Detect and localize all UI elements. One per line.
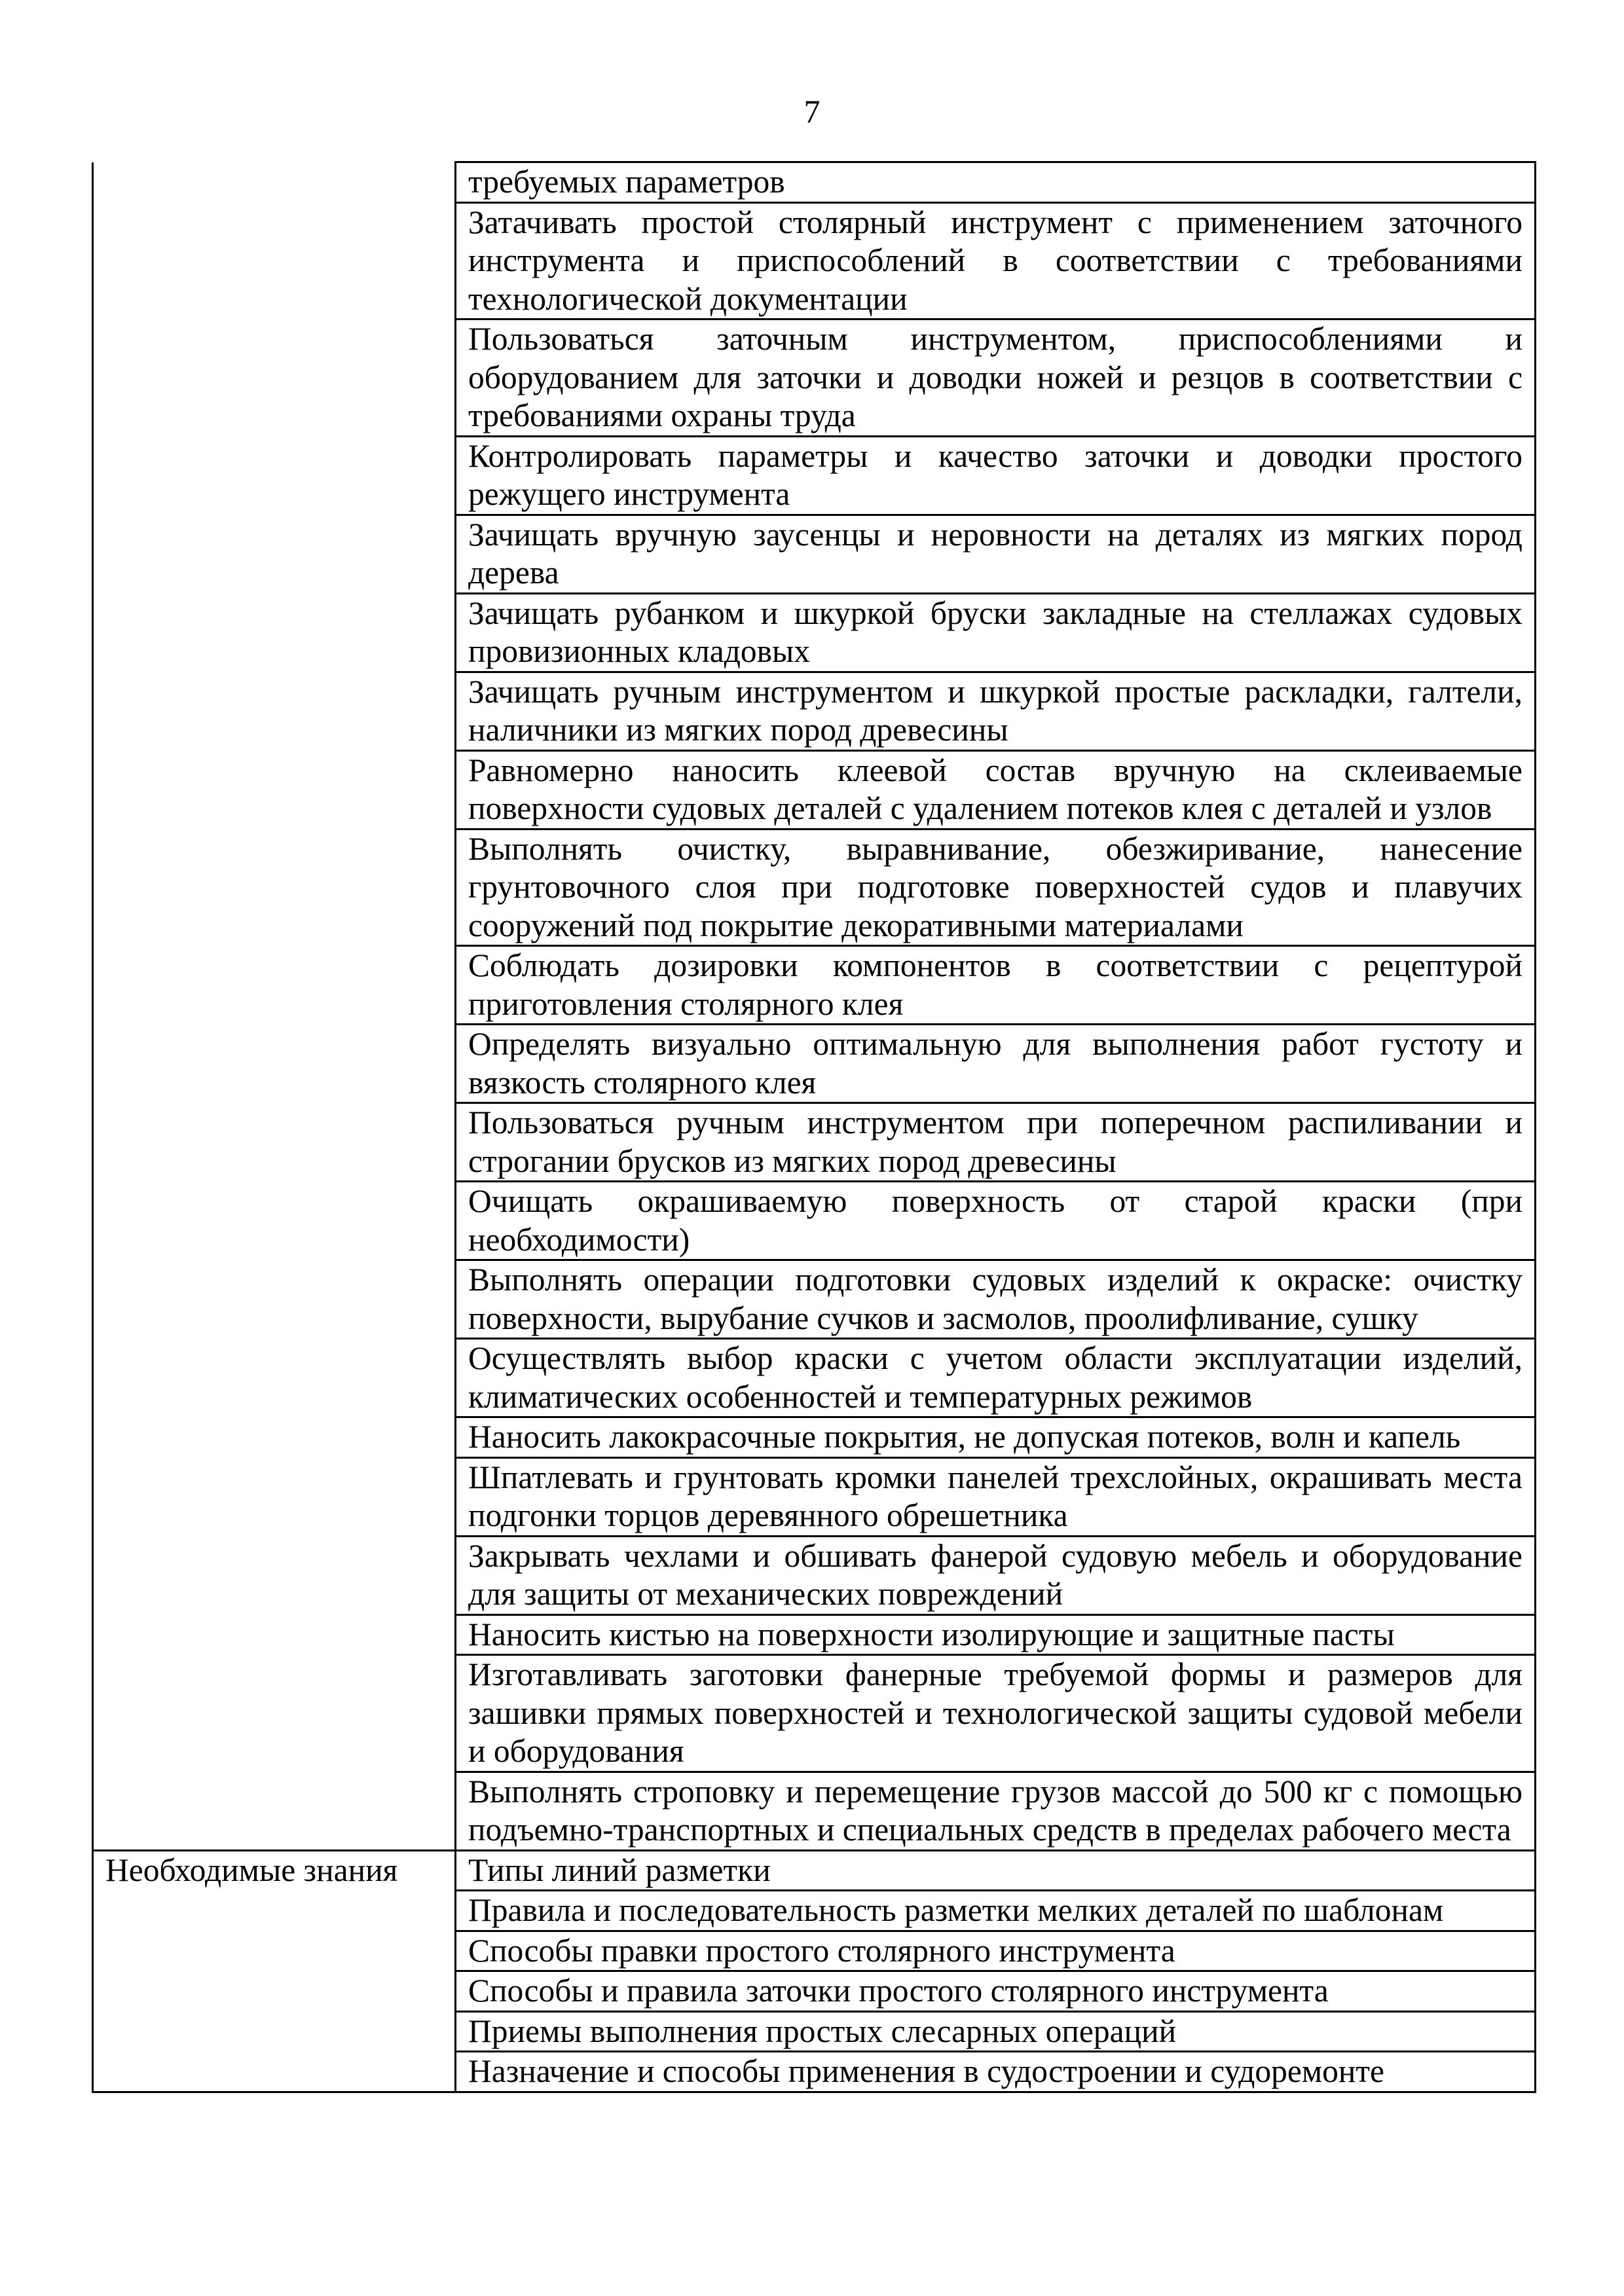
table-cell-text: Изготавливать заготовки фанерные требуемой формы и размеров для зашивки прямых поверхностей и технологической защиты судовой мебели и оборудования	[456, 1655, 1536, 1772]
requirements-table	[92, 161, 1536, 2093]
table-cell-text: Контролировать параметры и качество заточки и доводки простого режущего инструмента	[456, 436, 1536, 515]
table-cell-text: Пользоваться заточным инструментом, приспособлениями и оборудованием для заточки и доводки ножей и резцов в соответствии с требованиями охраны труда	[456, 319, 1536, 437]
table-cell-text: Способы и правила заточки простого столярного инструмента	[456, 1971, 1536, 2012]
table-row-knowledge	[93, 1850, 1536, 1891]
table-cell-text: Назначение и способы применения в судостроении и судоремонте	[456, 2052, 1536, 2092]
table-cell-text: Равномерно наносить клеевой состав вручную на склеиваемые поверхности судовых деталей с удалением потеков клея с деталей и узлов	[456, 750, 1536, 829]
table-cell-text: Определять визуально оптимальную для выполнения работ густоту и вязкость столярного клея	[456, 1025, 1536, 1103]
table-cell-text: Зачищать рубанком и шкуркой бруски закладные на стеллажах судовых провизионных кладовых	[456, 593, 1536, 672]
table-cell-text: Выполнять очистку, выравнивание, обезжиривание, нанесение грунтовочного слоя при подготовке поверхностей судов и плавучих сооружений под покрытие декоративными материалами	[456, 829, 1536, 946]
table-cell-text: Пользоваться ручным инструментом при поперечном распиливании и строгании брусков из мягких пород древесины	[456, 1103, 1536, 1182]
table-cell-text: Затачивать простой столярный инструмент с применением заточного инструмента и приспособлений в соответствии с требованиями технологической документации	[456, 202, 1536, 319]
table-cell-text: Выполнять операции подготовки судовых изделий к окраске: очистку поверхности, вырубание сучков и засмолов, проолифливание, сушку	[456, 1260, 1536, 1339]
table-row-skill	[93, 162, 1536, 203]
table-cell-text: Способы правки простого столярного инструмента	[456, 1931, 1536, 1971]
section-label: Необходимые знания	[93, 1850, 456, 2092]
table-cell-text: Наносить лакокрасочные покрытия, не допуская потеков, волн и капель	[456, 1417, 1536, 1458]
table-cell-text: Выполнять строповку и перемещение грузов массой до 500 кг с помощью подъемно-транспортных и специальных средств в пределах рабочего места	[456, 1772, 1536, 1850]
table-cell-text: Наносить кистью на поверхности изолирующие и защитные пасты	[456, 1614, 1536, 1655]
table-cell-text: Зачищать ручным инструментом и шкуркой простые раскладки, галтели, наличники из мягких пород древесины	[456, 672, 1536, 750]
table-cell-text: требуемых параметров	[456, 162, 1536, 203]
page-number: 7	[803, 93, 821, 130]
table-cell-text: Типы линий разметки	[456, 1850, 1536, 1891]
table-cell-text: Шпатлевать и грунтовать кромки панелей трехслойных, окрашивать места подгонки торцов деревянного обрешетника	[456, 1457, 1536, 1536]
table-cell-text: Правила и последовательность разметки мелких деталей по шаблонам	[456, 1891, 1536, 1931]
table-cell-text: Закрывать чехлами и обшивать фанерой судовую мебель и оборудование для защиты от механических повреждений	[456, 1536, 1536, 1614]
table-cell-text: Очищать окрашиваемую поверхность от старой краски (при необходимости)	[456, 1182, 1536, 1260]
table-cell-text: Зачищать вручную заусенцы и неровности на деталях из мягких пород дерева	[456, 515, 1536, 593]
table-cell-text: Соблюдать дозировки компонентов в соответствии с рецептурой приготовления столярного клея	[456, 946, 1536, 1025]
section-label-empty	[93, 162, 456, 1851]
table-cell-text: Приемы выполнения простых слесарных операций	[456, 2011, 1536, 2052]
table-cell-text: Осуществлять выбор краски с учетом области эксплуатации изделий, климатических особенностей и температурных режимов	[456, 1339, 1536, 1417]
